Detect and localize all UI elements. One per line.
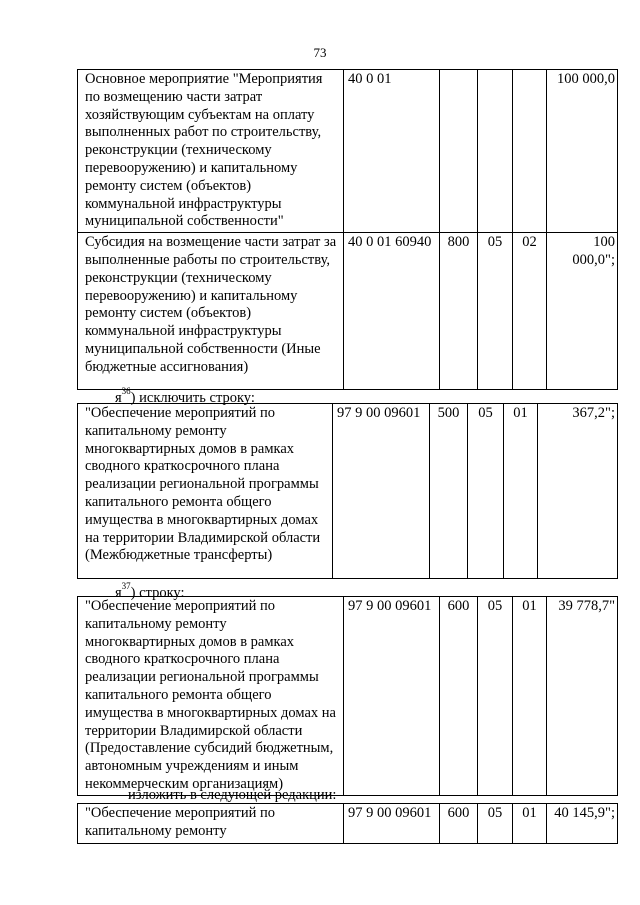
row-pr: 01 xyxy=(513,597,547,796)
budget-table-2 xyxy=(77,403,618,579)
row-code: 40 0 01 60940 xyxy=(344,233,440,390)
row-rz: 05 xyxy=(478,233,513,390)
note-text: изложить в следующей редакции: xyxy=(128,787,337,803)
row-name: Основное мероприятие "Мероприятия по возмещению части затрат хозяйствующим субъектам на оплату выполненных работ по строительству, реконструкции (техническому перевооружению) и капитальному ремонту систем (объектов) коммунальной инфраструктуры муниципальной собственности" xyxy=(78,70,344,233)
table-row xyxy=(78,70,618,233)
row-rz: 05 xyxy=(468,404,504,579)
note-prefix: я xyxy=(115,389,122,406)
table-row xyxy=(78,804,618,844)
row-name: "Обеспечение мероприятий по капитальному ремонту xyxy=(78,804,344,844)
table-row xyxy=(78,233,618,390)
row-code: 97 9 00 09601 xyxy=(344,804,440,844)
page-number: 73 xyxy=(313,45,327,60)
row-rz: 05 xyxy=(478,804,513,844)
budget-table-1 xyxy=(77,69,618,390)
row-kvr: 600 xyxy=(440,597,478,796)
footnote-ref: 37 xyxy=(121,581,131,591)
row-code: 97 9 00 09601 xyxy=(344,597,440,796)
row-sum: 100 000,0"; xyxy=(547,233,618,390)
row-code: 97 9 00 09601 xyxy=(333,404,430,579)
row-sum: 100 000,0 xyxy=(547,70,618,233)
note-text: ) строку: xyxy=(130,584,185,601)
row-pr: 02 xyxy=(513,233,547,390)
table-row xyxy=(78,404,618,579)
row-rz xyxy=(478,70,513,233)
table-row xyxy=(78,597,618,796)
note-edit xyxy=(128,786,336,804)
row-kvr: 500 xyxy=(430,404,468,579)
note-prefix: я xyxy=(115,584,122,601)
row-rz: 05 xyxy=(478,597,513,796)
row-kvr: 600 xyxy=(440,804,478,844)
row-pr xyxy=(513,70,547,233)
row-sum: 367,2"; xyxy=(538,404,618,579)
row-sum: 40 145,9"; xyxy=(547,804,618,844)
row-sum: 39 778,7" xyxy=(547,597,618,796)
row-name: Субсидия на возмещение части затрат за выполненные работы по строительству, реконструкции (техническому перевооружению) и капитальному ремонту систем (объектов) коммунальной инфраструктуры муниципальной собственности (Иные бюджетные ассигнования) xyxy=(78,233,344,390)
row-name: "Обеспечение мероприятий по капитальному ремонту многоквартирных домов в рамках сводного краткосрочного плана реализации региональной программы капитального ремонта общего имущества в многоквартирных домах на территории Владимирской области (Предоставление субсидий бюджетным, автономным учреждениям и иным некоммерческим организациям) xyxy=(78,597,344,796)
row-code: 40 0 01 xyxy=(344,70,440,233)
row-name: "Обеспечение мероприятий по капитальному ремонту многоквартирных домов в рамках сводного краткосрочного плана реализации региональной программы капитального ремонта общего имущества в многоквартирных домах на территории Владимирской области (Межбюджетные трансферты) xyxy=(78,404,333,579)
budget-table-4 xyxy=(77,803,618,844)
budget-table-3 xyxy=(77,596,618,796)
footnote-ref: 36 xyxy=(121,386,131,396)
note-text: ) исключить строку: xyxy=(130,389,255,406)
row-kvr: 800 xyxy=(440,233,478,390)
row-kvr xyxy=(440,70,478,233)
row-pr: 01 xyxy=(504,404,538,579)
row-pr: 01 xyxy=(513,804,547,844)
